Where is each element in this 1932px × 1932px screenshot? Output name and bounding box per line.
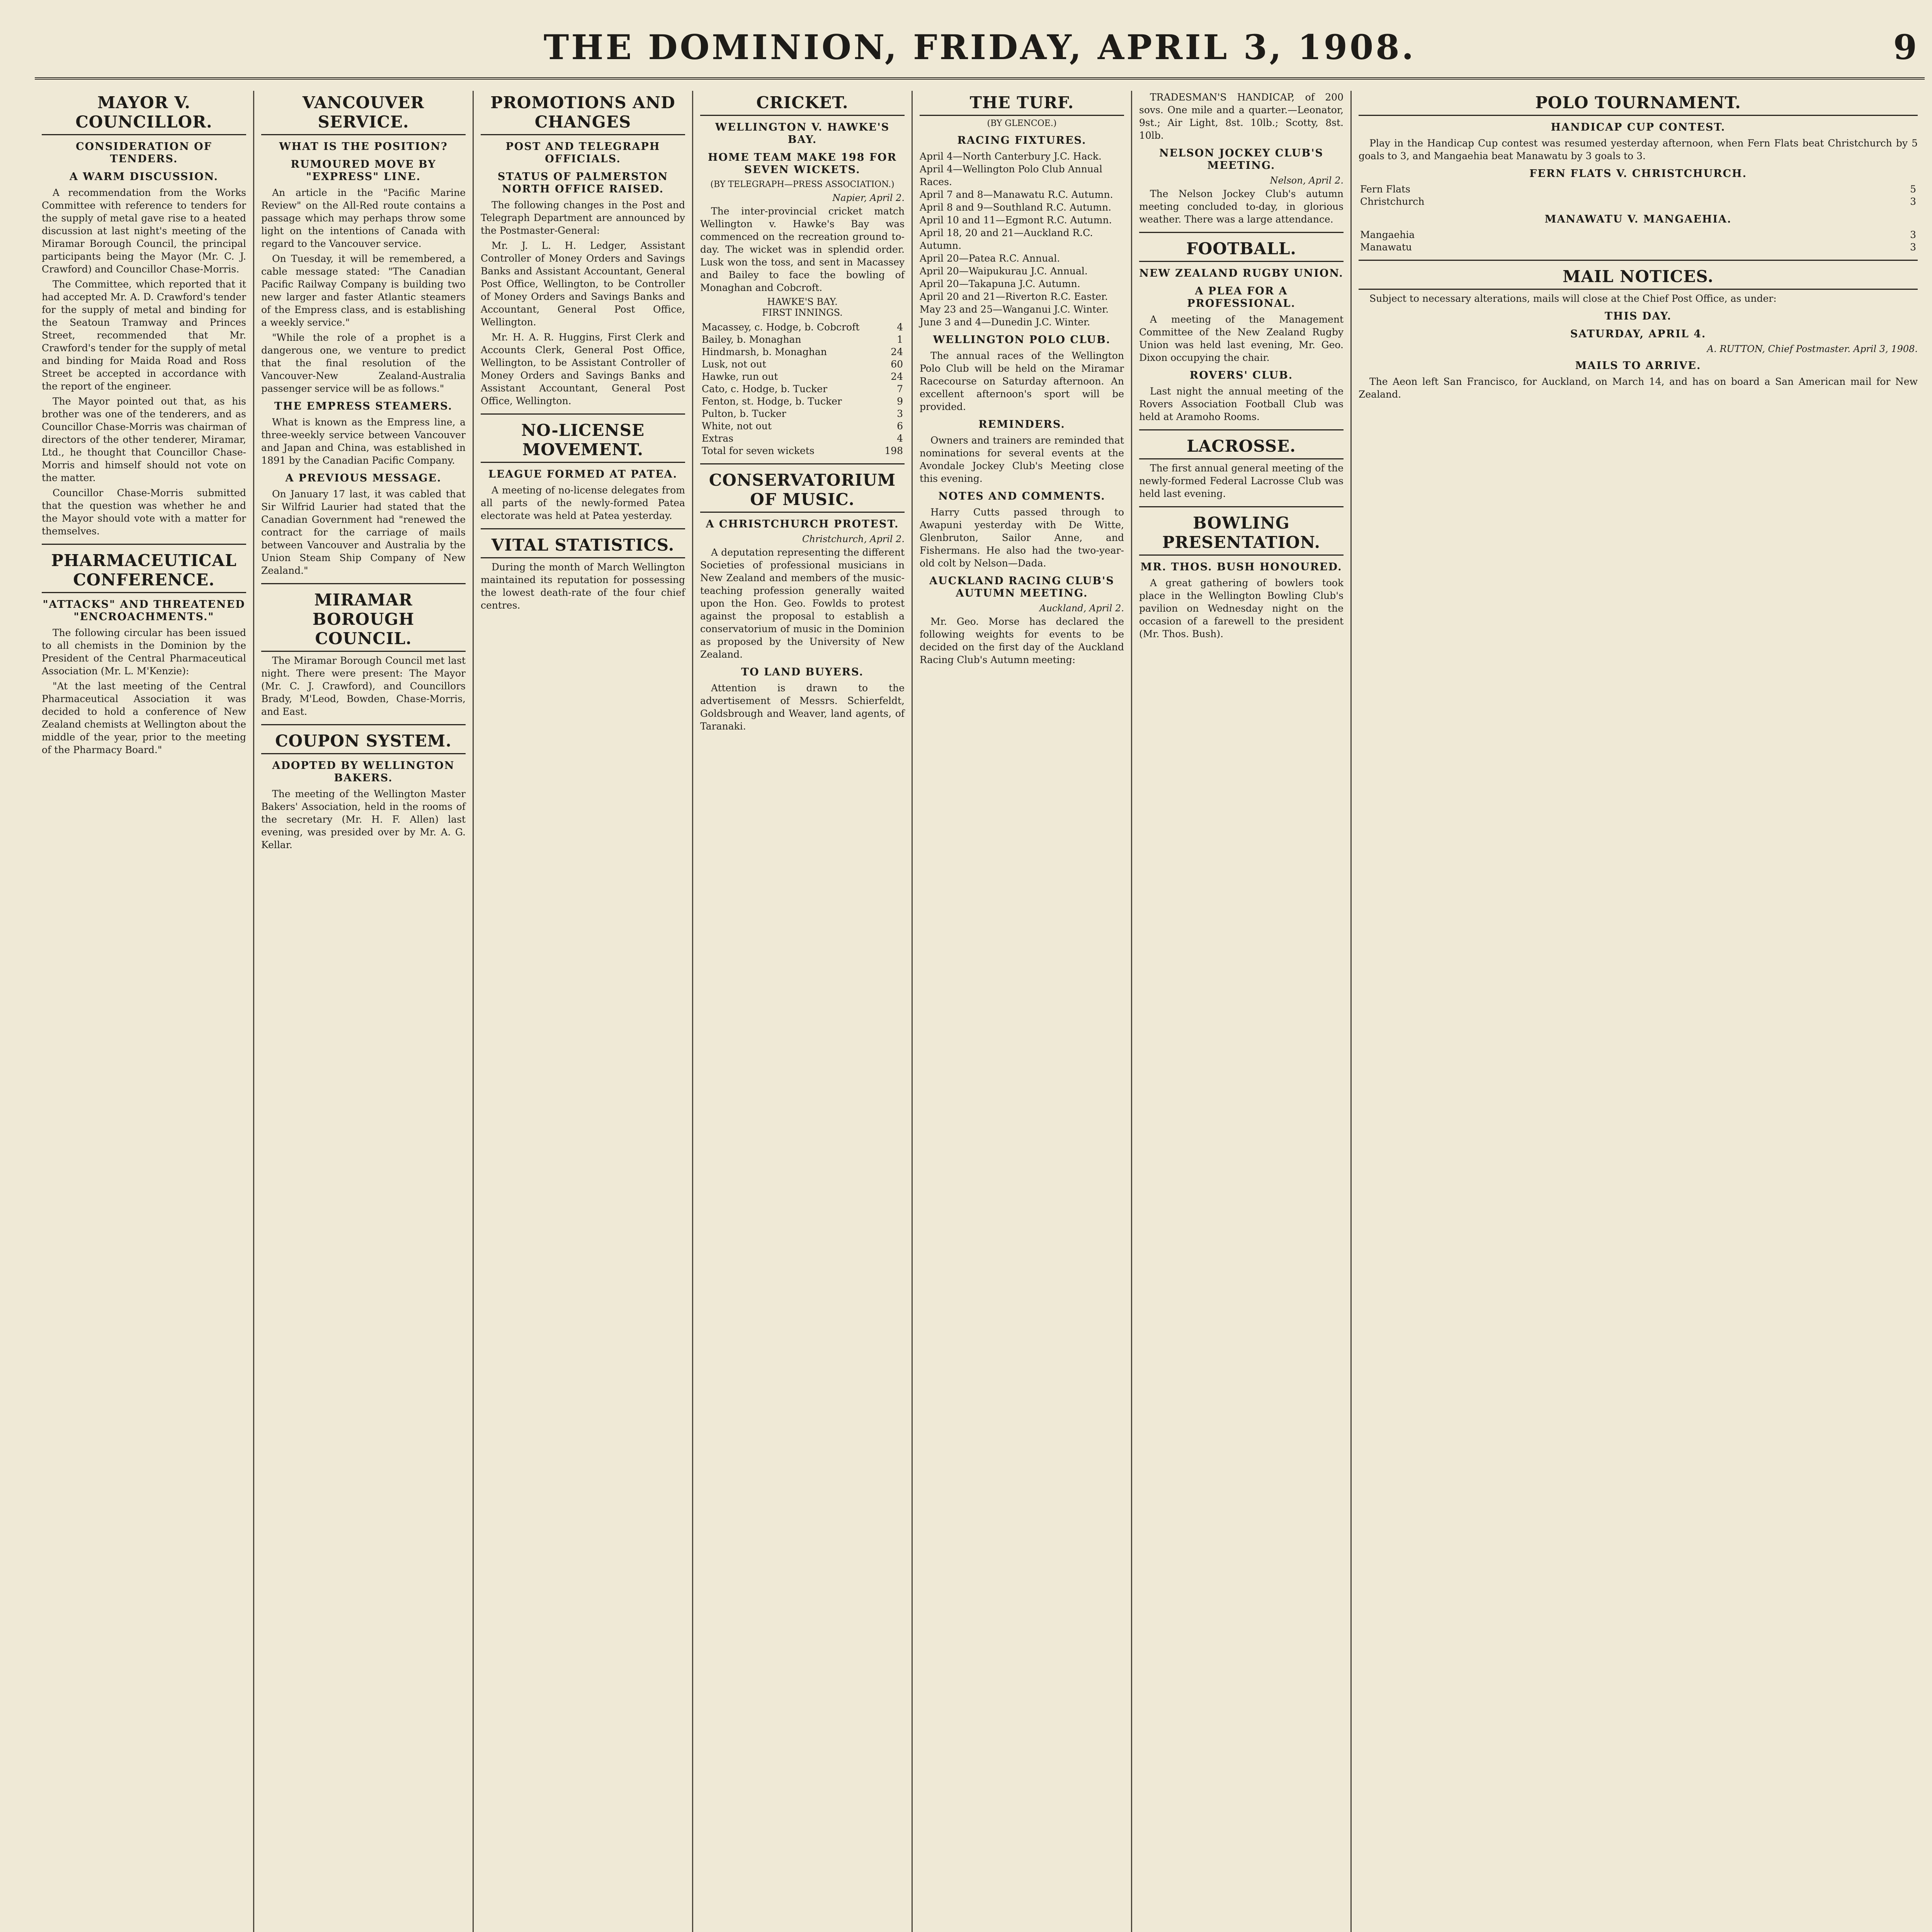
paragraph: The first annual general meeting of the newly-formed Federal Lacrosse Club was held last evening. bbox=[1139, 463, 1344, 499]
team-score: 3 bbox=[1910, 229, 1916, 240]
column-6 bbox=[1132, 91, 1352, 1932]
total-label: Total for seven wickets bbox=[702, 445, 815, 456]
article-section: WELLINGTON POLO CLUB. bbox=[933, 334, 1111, 346]
article-heading: MAYOR V. COUNCILLOR. bbox=[42, 93, 246, 135]
divider bbox=[1359, 260, 1918, 261]
runs: 24 bbox=[891, 346, 903, 357]
article-subheading: A PLEA FOR A PROFESSIONAL. bbox=[1187, 285, 1296, 310]
table-row bbox=[1359, 229, 1918, 241]
paragraph: "While the role of a prophet is a dangerous one, we venture to predict that the final resolution of the Vancouver-New Zealand-Australia passenger service will be as follows." bbox=[261, 332, 466, 394]
batsman: Hindmarsh, b. Monaghan bbox=[702, 346, 827, 357]
article-heading: FOOTBALL. bbox=[1139, 239, 1344, 262]
column-5 bbox=[913, 91, 1132, 1932]
runs: 1 bbox=[897, 334, 903, 345]
team-score: 3 bbox=[1910, 196, 1916, 207]
runs: 6 bbox=[897, 420, 903, 432]
batsman: Cato, c. Hodge, b. Tucker bbox=[702, 383, 828, 395]
runs: 7 bbox=[897, 383, 903, 395]
article-section: STATUS OF PALMERSTON NORTH OFFICE RAISED. bbox=[497, 171, 668, 195]
column-2 bbox=[254, 91, 474, 1932]
batsman: Macassey, c. Hodge, b. Cobcroft bbox=[702, 321, 860, 333]
list-item: April 20 and 21—Riverton R.C. Easter. bbox=[920, 291, 1108, 302]
article-subheading: CONSIDERATION OF TENDERS. bbox=[76, 141, 212, 165]
team-score: 5 bbox=[1910, 184, 1916, 195]
paragraph: What is known as the Empress line, a three-weekly service between Vancouver and Japan and China, was established in 1891 by the Canadian Pacific Company. bbox=[261, 417, 466, 466]
table-row bbox=[1359, 183, 1918, 196]
scorecard-table bbox=[700, 321, 905, 457]
article-subheading: THIS DAY. bbox=[1604, 310, 1672, 322]
article-section: ROVERS' CLUB. bbox=[1189, 369, 1293, 381]
column-4 bbox=[693, 91, 913, 1932]
article-heading: NO-LICENSE MOVEMENT. bbox=[481, 421, 685, 463]
list-item: April 20—Patea R.C. Annual. bbox=[920, 253, 1060, 264]
paragraph: The meeting of the Wellington Master Bakers' Association, held in the rooms of the secretary (Mr. H. F. Allen) last evening, was presided over by Mr. A. G. Kellar. bbox=[261, 788, 466, 850]
scorecard-title: HAWKE'S BAY. bbox=[767, 296, 838, 307]
article-section: NOTES AND COMMENTS. bbox=[938, 490, 1105, 502]
table-row bbox=[700, 358, 905, 371]
signoff: A. RUTTON, Chief Postmaster. April 3, 1908. bbox=[1707, 344, 1918, 354]
article-heading: CONSERVATORIUM OF MUSIC. bbox=[700, 471, 905, 513]
article-subheading: RACING FIXTURES. bbox=[957, 134, 1087, 146]
paragraph: The Mayor pointed out that, as his brother was one of the tenderers, and as Councillor Chase-Morris was chairman of directors of the other tenderer, Miramar, Ltd., he thought that Councillor Chase-Morris and himself should not vote on the matter. bbox=[42, 396, 246, 483]
article-subheading: POST AND TELEGRAPH OFFICIALS. bbox=[505, 141, 660, 165]
paragraph: Attention is drawn to the advertisement of Messrs. Schierfeldt, Goldsbrough and Weaver, land agents, of Taranaki. bbox=[700, 682, 905, 732]
article-heading: MIRAMAR BOROUGH COUNCIL. bbox=[261, 590, 466, 652]
article-heading: POLO TOURNAMENT. bbox=[1359, 93, 1918, 116]
list-item: April 10 and 11—Egmont R.C. Autumn. bbox=[920, 214, 1112, 226]
batsman: Hawke, run out bbox=[702, 371, 778, 382]
paragraph: Mr. J. L. H. Ledger, Assistant Controller of Money Orders and Savings Banks and Assistant Accountant, General Post Office, Wellington, to be Controller of Money Orders and Savings Banks and Accountant, General Post Office, Wellington. bbox=[481, 240, 685, 328]
table-row bbox=[700, 445, 905, 457]
list-item: April 20—Waipukurau J.C. Annual. bbox=[920, 265, 1088, 277]
masthead bbox=[35, 23, 1925, 81]
divider bbox=[1139, 232, 1344, 233]
table-row bbox=[700, 395, 905, 408]
table-row bbox=[700, 420, 905, 432]
article-heading: VANCOUVER SERVICE. bbox=[261, 93, 466, 135]
paragraph: A meeting of no-license delegates from all parts of the newly-formed Patea electorate was held at Patea yesterday. bbox=[481, 485, 685, 521]
runs: 4 bbox=[897, 433, 903, 444]
article-section: REMINDERS. bbox=[978, 418, 1065, 430]
article-section: FERN FLATS V. CHRISTCHURCH. bbox=[1529, 168, 1747, 180]
batsman: Lusk, not out bbox=[702, 359, 766, 370]
paragraph: Subject to necessary alterations, mails will close at the Chief Post Office, as under: bbox=[1369, 293, 1777, 304]
masthead-title: THE DOMINION, FRIDAY, APRIL 3, 1908. bbox=[543, 27, 1416, 67]
article-section: THE EMPRESS STEAMERS. bbox=[274, 400, 453, 412]
team-score: 3 bbox=[1910, 242, 1916, 253]
article-heading: LACROSSE. bbox=[1139, 437, 1344, 459]
table-row bbox=[700, 432, 905, 445]
dateline: Nelson, April 2. bbox=[1270, 175, 1344, 186]
masthead-rule bbox=[35, 77, 1925, 80]
runs: 24 bbox=[891, 371, 903, 382]
runs: 60 bbox=[891, 359, 903, 370]
paragraph: On Tuesday, it will be remembered, a cable message stated: "The Canadian Pacific Railway Company is building two new larger and faster Atlantic steamers of the Empress class, and is establishing a weekly service." bbox=[261, 253, 466, 328]
article-section: RUMOURED MOVE BY "EXPRESS" LINE. bbox=[291, 158, 436, 183]
column-3 bbox=[474, 91, 693, 1932]
team-name: Christchurch bbox=[1360, 196, 1425, 207]
divider bbox=[481, 528, 685, 529]
dateline: Christchurch, April 2. bbox=[802, 534, 905, 544]
divider bbox=[261, 724, 466, 725]
article-heading: PROMOTIONS AND CHANGES bbox=[481, 93, 685, 135]
runs: 9 bbox=[897, 396, 903, 407]
list-item: April 4—North Canterbury J.C. Hack. bbox=[920, 151, 1102, 162]
article-section: A WARM DISCUSSION. bbox=[69, 171, 219, 183]
paragraph: On January 17 last, it was cabled that Sir Wilfrid Laurier had stated that the Canadian Government had "renewed the contract for the carriage of mails between Vancouver and Australia by the Union Steam Ship Company of New Zealand." bbox=[261, 488, 466, 576]
article-subheading: SATURDAY, APRIL 4. bbox=[1570, 328, 1706, 340]
divider bbox=[261, 583, 466, 584]
divider bbox=[1139, 429, 1344, 430]
team-name: Manawatu bbox=[1360, 242, 1412, 253]
article-section: AUCKLAND RACING CLUB'S AUTUMN MEETING. bbox=[929, 575, 1114, 599]
batsman: Fenton, st. Hodge, b. Tucker bbox=[702, 396, 842, 407]
column-1 bbox=[35, 91, 254, 1932]
list-item: April 20—Takapuna J.C. Autumn. bbox=[920, 278, 1080, 289]
table-row bbox=[700, 371, 905, 383]
table-row bbox=[700, 333, 905, 346]
batsman: Pulton, b. Tucker bbox=[702, 408, 786, 419]
paragraph: The inter-provincial cricket match Wellington v. Hawke's Bay was commenced on the recreation ground to-day. The wicket was in splendid order. Lusk won the toss, and sent in Macassey and Bailey to face the bowling of Monaghan and Cobcroft. bbox=[700, 206, 905, 293]
table-row bbox=[1359, 241, 1918, 253]
list-item: April 4—Wellington Polo Club Annual Races. bbox=[920, 163, 1102, 187]
divider bbox=[481, 413, 685, 415]
article-heading: VITAL STATISTICS. bbox=[481, 536, 685, 558]
paragraph: Mr. Geo. Morse has declared the following weights for events to be decided on the first day of the Auckland Racing Club's Autumn meeting: bbox=[920, 616, 1124, 665]
list-item: April 7 and 8—Manawatu R.C. Autumn. bbox=[920, 189, 1113, 200]
batsman: Bailey, b. Monaghan bbox=[702, 334, 801, 345]
paragraph: "At the last meeting of the Central Pharmaceutical Association it was decided to hold a conference of New Zealand chemists at Wellington about the middle of the year, prior to the meeting of the Pharmacy Board." bbox=[42, 680, 246, 755]
table-row bbox=[700, 383, 905, 395]
list-item: May 23 and 25—Wanganui J.C. Winter. bbox=[920, 304, 1109, 315]
list-item: April 18, 20 and 21—Auckland R.C. Autumn. bbox=[920, 227, 1093, 251]
polo-score-table bbox=[1359, 183, 1918, 208]
paragraph: The Aeon left San Francisco, for Auckland, on March 14, and has on board a San American mail for New Zealand. bbox=[1359, 376, 1918, 400]
article-subheading: ADOPTED BY WELLINGTON BAKERS. bbox=[272, 760, 455, 784]
runs: 4 bbox=[897, 321, 903, 333]
paragraph: Last night the annual meeting of the Rovers Association Football Club was held at Aramoho Rooms. bbox=[1139, 386, 1344, 422]
paragraph: Owners and trainers are reminded that nominations for several events at the Avondale Jockey Club's Meeting close this evening. bbox=[920, 435, 1124, 484]
divider bbox=[42, 544, 246, 545]
list-item: April 8 and 9—Southland R.C. Autumn. bbox=[920, 202, 1111, 213]
dateline: Napier, April 2. bbox=[832, 192, 905, 203]
batsman: White, not out bbox=[702, 420, 772, 432]
total-runs: 198 bbox=[884, 445, 903, 456]
table-row bbox=[700, 321, 905, 333]
article-section: MANAWATU V. MANGAEHIA. bbox=[1544, 213, 1732, 225]
article-subheading: NEW ZEALAND RUGBY UNION. bbox=[1139, 267, 1344, 279]
article-subheading: LEAGUE FORMED AT PATEA. bbox=[488, 468, 678, 480]
article-subheading: MR. THOS. BUSH HONOURED. bbox=[1140, 561, 1342, 573]
column-7 bbox=[1352, 91, 1925, 1932]
paragraph: The following changes in the Post and Telegraph Department are announced by the Postmaster-General: bbox=[481, 199, 685, 236]
scorecard-subtitle: FIRST INNINGS. bbox=[762, 307, 843, 318]
team-name: Fern Flats bbox=[1360, 184, 1410, 195]
paragraph: The following circular has been issued to all chemists in the Dominion by the President of the Central Pharmaceutical Association (Mr. L. M'Kenzie): bbox=[42, 627, 246, 677]
article-section: A PREVIOUS MESSAGE. bbox=[285, 472, 442, 484]
paragraph: TRADESMAN'S HANDICAP, of 200 sovs. One mile and a quarter.—Leonator, 9st.; Air Light, 8st. 10lb.; Scotty, 8st. 10lb. bbox=[1139, 92, 1344, 141]
article-subheading: "ATTACKS" AND THREATENED "ENCROACHMENTS." bbox=[43, 599, 245, 623]
article-section: MAILS TO ARRIVE. bbox=[1575, 360, 1701, 372]
article-heading: THE TURF. bbox=[920, 93, 1124, 116]
runs: 3 bbox=[897, 408, 903, 419]
table-row bbox=[1359, 196, 1918, 208]
fixtures-list bbox=[920, 150, 1124, 328]
page-number: 9 bbox=[1893, 27, 1917, 67]
article-heading: PHARMACEUTICAL CONFERENCE. bbox=[42, 551, 246, 593]
list-item: June 3 and 4—Dunedin J.C. Winter. bbox=[920, 316, 1090, 328]
newspaper-page bbox=[35, 23, 1925, 1932]
divider bbox=[1139, 506, 1344, 507]
article-heading: CRICKET. bbox=[700, 93, 905, 116]
table-row bbox=[700, 346, 905, 358]
paragraph: The Nelson Jockey Club's autumn meeting concluded to-day, in glorious weather. There was a large attendance. bbox=[1139, 188, 1344, 225]
paragraph: Harry Cutts passed through to Awapuni yesterday with De Witte, Glenbruton, Sailor Anne, and Fishermans. He also had the two-year-old colt by Nelson—Dada. bbox=[920, 507, 1124, 569]
article-heading: COUPON SYSTEM. bbox=[261, 731, 466, 754]
article-section: NELSON JOCKEY CLUB'S MEETING. bbox=[1159, 147, 1323, 172]
paragraph: During the month of March Wellington maintained its reputation for possessing the lowest death-rate of the four chief centres. bbox=[481, 561, 685, 611]
article-heading: BOWLING PRESENTATION. bbox=[1139, 514, 1344, 556]
batsman: Extras bbox=[702, 433, 734, 444]
article-heading: MAIL NOTICES. bbox=[1359, 267, 1918, 290]
article-subheading: A CHRISTCHURCH PROTEST. bbox=[706, 518, 899, 530]
article-subheading: HANDICAP CUP CONTEST. bbox=[1551, 121, 1726, 133]
paragraph: Mr. H. A. R. Huggins, First Clerk and Accounts Clerk, General Post Office, Wellington, to be Assistant Controller of Money Orders and Savings Banks and Assistant Accountant, General Post Office, Wellington. bbox=[481, 332, 685, 406]
table-row bbox=[700, 408, 905, 420]
article-subheading: WELLINGTON V. HAWKE'S BAY. bbox=[715, 121, 890, 146]
paragraph: An article in the "Pacific Marine Review" on the All-Red route contains a passage which may perhaps throw some light on the intentions of Canada with regard to the Vancouver service. bbox=[261, 187, 466, 249]
article-section: HOME TEAM MAKE 198 FOR SEVEN WICKETS. bbox=[708, 151, 897, 176]
paragraph: Play in the Handicap Cup contest was resumed yesterday afternoon, when Fern Flats beat Christchurch by 5 goals to 3, and Mangaehia beat Manawatu by 3 goals to 3. bbox=[1359, 138, 1918, 162]
polo-score-table bbox=[1359, 229, 1918, 253]
paragraph: Councillor Chase-Morris submitted that the question was whether he and the Mayor should vote with a matter for themselves. bbox=[42, 487, 246, 537]
byline: (BY TELEGRAPH—PRESS ASSOCIATION.) bbox=[710, 180, 895, 189]
byline: (BY GLENCOE.) bbox=[987, 119, 1057, 128]
paragraph: The Miramar Borough Council met last night. There were present: The Mayor (Mr. C. J. Crawford), and Councillors Brady, M'Leod, Bowden, Chase-Morris, and East. bbox=[261, 655, 466, 717]
team-name: Mangaehia bbox=[1360, 229, 1415, 240]
paragraph: The Committee, which reported that it had accepted Mr. A. D. Crawford's tender for the supply of metal and binding for the Seatoun Tramway and Princes Street, recommended that Mr. Crawford's tender for the supply of metal and binding for Maida Road and Ross Street be accepted in accordance with the report of the engineer. bbox=[42, 279, 246, 392]
divider bbox=[700, 463, 905, 464]
article-subheading: WHAT IS THE POSITION? bbox=[279, 141, 448, 153]
paragraph: A meeting of the Management Committee of the New Zealand Rugby Union was held last evening, Mr. Geo. Dixon occupying the chair. bbox=[1139, 314, 1344, 363]
paragraph: A deputation representing the different Societies of professional musicians in New Zealand and members of the music-teaching profession generally waited upon the Hon. Geo. Fowlds to protest against the proposal to establish a conservatorium of music in the Dominion as proposed by the University of New Zealand. bbox=[700, 547, 905, 660]
columns bbox=[35, 91, 1925, 1932]
article-section: TO LAND BUYERS. bbox=[741, 666, 864, 678]
dateline: Auckland, April 2. bbox=[1039, 603, 1124, 614]
paragraph: The annual races of the Wellington Polo Club will be held on the Miramar Racecourse on Saturday afternoon. An excellent afternoon's sport will be provided. bbox=[920, 350, 1124, 412]
paragraph: A great gathering of bowlers took place in the Wellington Bowling Club's pavilion on Wednesday night on the occasion of a farewell to the president (Mr. Thos. Bush). bbox=[1139, 577, 1344, 639]
paragraph: A recommendation from the Works Committee with reference to tenders for the supply of metal gave rise to a heated discussion at last night's meeting of the Miramar Borough Council, the principal participants being the Mayor (Mr. C. J. Crawford) and Councillor Chase-Morris. bbox=[42, 187, 246, 275]
